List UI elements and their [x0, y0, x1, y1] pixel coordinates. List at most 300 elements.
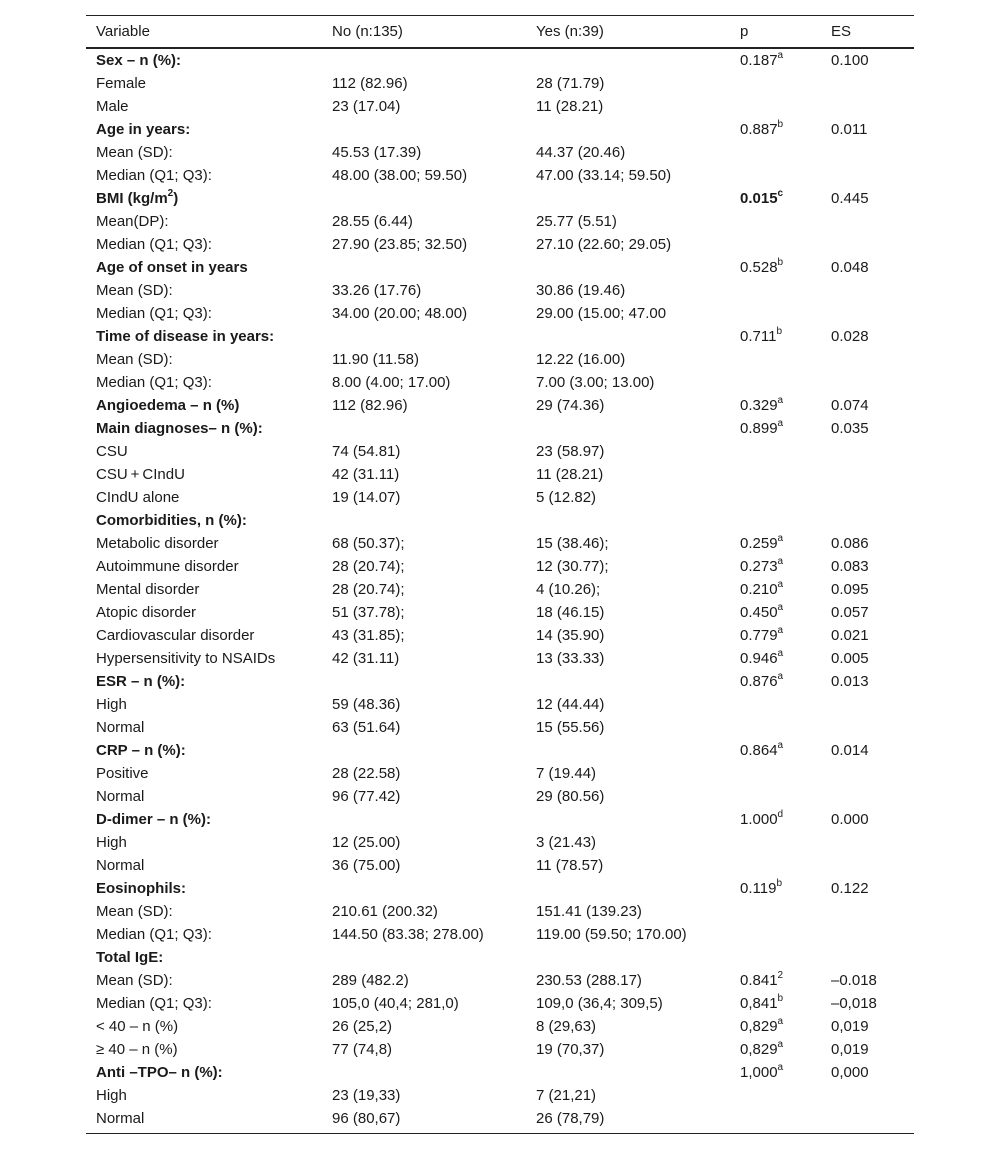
- p-value-cell: [730, 302, 821, 325]
- p-value-superscript: a: [777, 578, 784, 590]
- p-value-cell: [730, 1038, 821, 1061]
- variable-cell: [86, 647, 322, 670]
- yes-group-cell: 14 (35.90): [536, 626, 605, 644]
- p-value-cell: [730, 831, 821, 854]
- p-value-superscript: a: [777, 1038, 784, 1050]
- no-group-cell: 68 (50.37);: [332, 534, 405, 552]
- table-row: [86, 785, 914, 808]
- effect-size-cell: [821, 785, 914, 808]
- p-value-cell: [730, 417, 821, 440]
- yes-group-cell: 7 (19.44): [536, 764, 597, 782]
- table-section-row: [86, 48, 914, 72]
- no-group-cell: [322, 808, 526, 831]
- p-value-superscript: b: [777, 992, 784, 1004]
- effect-size-cell: [821, 486, 914, 509]
- p-value-superscript: a: [777, 601, 784, 613]
- variable-label: ≥ 40 – n (%): [96, 1040, 178, 1058]
- p-value: 1.000: [740, 810, 778, 828]
- no-group-cell: 63 (51.64): [332, 718, 401, 736]
- p-value-cell: [730, 1107, 821, 1134]
- no-group-cell: 27.90 (23.85; 32.50): [332, 235, 468, 253]
- variable-cell: [86, 95, 322, 118]
- variable-cell: [86, 463, 322, 486]
- p-value: 0.528: [740, 258, 778, 276]
- variable-label: Median (Q1; Q3):: [96, 925, 212, 943]
- variable-label: CSU: [96, 442, 128, 460]
- effect-size-cell: [821, 831, 914, 854]
- variable-label: Autoimmune disorder: [96, 557, 239, 575]
- yes-group-cell: 3 (21.43): [536, 833, 597, 851]
- yes-group-cell: 12.22 (16.00): [536, 350, 626, 368]
- variable-cell: [86, 624, 322, 647]
- variable-label: Mean (SD):: [96, 281, 173, 299]
- yes-group-cell: [526, 187, 730, 210]
- p-value: 0.887: [740, 120, 778, 138]
- yes-group-cell: 19 (70,37): [536, 1040, 605, 1058]
- p-value-cell: [730, 72, 821, 95]
- table-row: [86, 210, 914, 233]
- table-section-row: [86, 256, 914, 279]
- header-variable: Variable: [86, 16, 322, 48]
- p-value: 0.711: [740, 327, 777, 345]
- yes-group-cell: 119.00 (59.50; 170.00): [536, 925, 687, 943]
- yes-group-cell: 151.41 (139.23): [536, 902, 642, 920]
- effect-size-cell: 0.000: [831, 810, 869, 828]
- yes-group-cell: 23 (58.97): [536, 442, 605, 460]
- variable-cell: [86, 141, 322, 164]
- yes-group-cell: 44.37 (20.46): [536, 143, 626, 161]
- table-row: [86, 969, 914, 992]
- no-group-cell: 11.90 (11.58): [332, 350, 420, 368]
- p-value: 0.210: [740, 580, 778, 598]
- variable-cell: [86, 417, 322, 440]
- no-group-cell: 28 (20.74);: [332, 580, 405, 598]
- effect-size-cell: 0.035: [831, 419, 869, 437]
- p-value-cell: [730, 900, 821, 923]
- effect-size-cell: [821, 371, 914, 394]
- table-row: [86, 164, 914, 187]
- p-value-cell: [730, 946, 821, 969]
- yes-group-cell: 11 (78.57): [536, 856, 604, 874]
- variable-label: High: [96, 833, 127, 851]
- p-value-cell: [730, 325, 821, 348]
- p-value: 0.187: [740, 51, 778, 69]
- effect-size-cell: [821, 1107, 914, 1134]
- variable-cell: [86, 578, 322, 601]
- yes-group-cell: 5 (12.82): [536, 488, 597, 506]
- variable-cell: [86, 1084, 322, 1107]
- table-row: [86, 992, 914, 1015]
- yes-group-cell: [526, 739, 730, 762]
- p-value-cell: [730, 555, 821, 578]
- p-value-cell: [730, 463, 821, 486]
- no-group-cell: 112 (82.96): [332, 74, 408, 92]
- variable-cell: [86, 854, 322, 877]
- yes-group-cell: 28 (71.79): [536, 74, 605, 92]
- no-group-cell: 19 (14.07): [332, 488, 401, 506]
- effect-size-cell: [821, 716, 914, 739]
- p-value-superscript: a: [777, 670, 784, 682]
- p-value-superscript: b: [776, 325, 782, 337]
- table-section-row: [86, 808, 914, 831]
- yes-group-cell: [526, 808, 730, 831]
- table-section-row: [86, 394, 914, 417]
- variable-label: Age of onset in years: [96, 258, 248, 276]
- variable-label: Hypersensitivity to NSAIDs: [96, 649, 276, 667]
- variable-label-superscript: 2: [167, 187, 174, 199]
- variable-label: D-dimer – n (%):: [96, 810, 212, 828]
- yes-group-cell: 11 (28.21): [536, 465, 604, 483]
- p-value-cell: [730, 1084, 821, 1107]
- variable-label: Eosinophils:: [96, 879, 186, 897]
- p-value-superscript: a: [777, 647, 784, 659]
- table-row: [86, 1015, 914, 1038]
- p-value-cell: [730, 578, 821, 601]
- effect-size-cell: 0.028: [831, 327, 869, 345]
- effect-size-cell: [821, 854, 914, 877]
- variable-label: Positive: [96, 764, 149, 782]
- p-value-cell: [730, 693, 821, 716]
- table-row: [86, 486, 914, 509]
- variable-cell: [86, 48, 322, 72]
- no-group-cell: 96 (77.42): [332, 787, 401, 805]
- table-row: [86, 302, 914, 325]
- effect-size-cell: [821, 762, 914, 785]
- effect-size-cell: –0,018: [831, 994, 877, 1012]
- no-group-cell: 105,0 (40,4; 281,0): [332, 994, 459, 1012]
- no-group-cell: 12 (25.00): [332, 833, 401, 851]
- no-group-cell: [322, 946, 526, 969]
- variable-label: High: [96, 1086, 127, 1104]
- yes-group-cell: 13 (33.33): [536, 649, 605, 667]
- variable-label: ESR – n (%):: [96, 672, 186, 690]
- p-value: 0.946: [740, 649, 778, 667]
- no-group-cell: 77 (74,8): [332, 1040, 393, 1058]
- table-row: [86, 532, 914, 555]
- no-group-cell: [322, 670, 526, 693]
- table-row: [86, 95, 914, 118]
- yes-group-cell: 29.00 (15.00; 47.00: [536, 304, 667, 322]
- p-value-superscript: a: [777, 1061, 784, 1073]
- no-group-cell: [322, 739, 526, 762]
- p-value: 0.119: [740, 879, 777, 897]
- no-group-cell: 112 (82.96): [332, 396, 408, 414]
- yes-group-cell: [526, 325, 730, 348]
- effect-size-cell: [821, 463, 914, 486]
- variable-cell: [86, 118, 322, 141]
- table-body: [86, 48, 914, 1134]
- variable-label: Time of disease in years:: [96, 327, 275, 345]
- table-row: [86, 716, 914, 739]
- yes-group-cell: 15 (38.46);: [536, 534, 609, 552]
- p-value: 0.273: [740, 557, 778, 575]
- variable-label: Normal: [96, 787, 145, 805]
- effect-size-cell: 0.086: [831, 534, 869, 552]
- variable-cell: [86, 923, 322, 946]
- effect-size-cell: 0.013: [831, 672, 869, 690]
- p-value-cell: [730, 762, 821, 785]
- variable-label: Median (Q1; Q3):: [96, 304, 212, 322]
- table-row: [86, 601, 914, 624]
- no-group-cell: [322, 187, 526, 210]
- variable-label: Angioedema – n (%): [96, 396, 240, 414]
- yes-group-cell: 12 (44.44): [536, 695, 605, 713]
- p-value: 0.841: [740, 971, 778, 989]
- yes-group-cell: [526, 670, 730, 693]
- yes-group-cell: 4 (10.26);: [536, 580, 601, 598]
- p-value-cell: [730, 992, 821, 1015]
- p-value-cell: [730, 164, 821, 187]
- yes-group-cell: 30.86 (19.46): [536, 281, 626, 299]
- p-value-cell: [730, 210, 821, 233]
- p-value-cell: [730, 785, 821, 808]
- variable-cell: [86, 1038, 322, 1061]
- p-value-superscript: c: [777, 187, 784, 199]
- table-row: [86, 693, 914, 716]
- variable-label-suffix: ): [173, 189, 179, 207]
- header-yes-group: Yes (n:39): [526, 16, 730, 48]
- p-value-cell: [730, 187, 821, 210]
- effect-size-cell: 0.021: [831, 626, 869, 644]
- effect-size-cell: 0.100: [831, 51, 869, 69]
- p-value-cell: [730, 739, 821, 762]
- p-value-cell: [730, 1015, 821, 1038]
- effect-size-cell: [821, 233, 914, 256]
- table-row: [86, 923, 914, 946]
- p-value: 0.450: [740, 603, 778, 621]
- p-value-cell: [730, 509, 821, 532]
- yes-group-cell: 29 (74.36): [536, 396, 605, 414]
- effect-size-cell: 0.005: [831, 649, 869, 667]
- table-row: [86, 72, 914, 95]
- p-value-cell: [730, 670, 821, 693]
- p-value-cell: [730, 716, 821, 739]
- p-value-superscript: a: [777, 1015, 784, 1027]
- effect-size-cell: [821, 348, 914, 371]
- table-section-row: [86, 509, 914, 532]
- variable-cell: [86, 670, 322, 693]
- effect-size-cell: [821, 946, 914, 969]
- p-value: 0.779: [740, 626, 778, 644]
- variable-cell: [86, 900, 322, 923]
- table-row: [86, 578, 914, 601]
- yes-group-cell: 7.00 (3.00; 13.00): [536, 373, 655, 391]
- yes-group-cell: 15 (55.56): [536, 718, 605, 736]
- no-group-cell: 59 (48.36): [332, 695, 401, 713]
- variable-label: Age in years:: [96, 120, 191, 138]
- variable-label: Mean(DP):: [96, 212, 169, 230]
- no-group-cell: [322, 256, 526, 279]
- variable-cell: [86, 831, 322, 854]
- table-row: [86, 762, 914, 785]
- yes-group-cell: 47.00 (33.14; 59.50): [536, 166, 672, 184]
- variable-cell: [86, 969, 322, 992]
- p-value-cell: [730, 486, 821, 509]
- table-section-row: [86, 417, 914, 440]
- effect-size-cell: [821, 923, 914, 946]
- variable-label: Female: [96, 74, 147, 92]
- no-group-cell: 42 (31.11): [332, 649, 400, 667]
- p-value: 0.329: [740, 396, 778, 414]
- variable-cell: [86, 164, 322, 187]
- variable-label: Median (Q1; Q3):: [96, 235, 212, 253]
- variable-label: Sex – n (%):: [96, 51, 182, 69]
- effect-size-cell: 0,000: [831, 1063, 869, 1081]
- p-value: 0.259: [740, 534, 778, 552]
- no-group-cell: 28 (20.74);: [332, 557, 405, 575]
- table-row: [86, 348, 914, 371]
- table-row: [86, 1107, 914, 1134]
- table-section-row: [86, 670, 914, 693]
- p-value: 0.864: [740, 741, 778, 759]
- p-value-cell: [730, 371, 821, 394]
- table-row: [86, 440, 914, 463]
- no-group-cell: 23 (17.04): [332, 97, 401, 115]
- table-row: [86, 279, 914, 302]
- no-group-cell: [322, 48, 526, 72]
- table-section-row: [86, 877, 914, 900]
- variable-cell: [86, 992, 322, 1015]
- p-value-cell: [730, 48, 821, 72]
- effect-size-cell: 0.122: [831, 879, 869, 897]
- variable-label: Atopic disorder: [96, 603, 197, 621]
- effect-size-cell: [821, 900, 914, 923]
- variable-cell: [86, 187, 322, 210]
- effect-size-cell: 0.014: [831, 741, 869, 759]
- yes-group-cell: 8 (29,63): [536, 1017, 597, 1035]
- p-value-cell: [730, 118, 821, 141]
- variable-cell: [86, 716, 322, 739]
- table-row: [86, 463, 914, 486]
- yes-group-cell: 7 (21,21): [536, 1086, 597, 1104]
- effect-size-cell: [821, 1084, 914, 1107]
- variable-label: Cardiovascular disorder: [96, 626, 255, 644]
- table-row: [86, 1084, 914, 1107]
- effect-size-cell: 0.095: [831, 580, 869, 598]
- variable-cell: [86, 808, 322, 831]
- variable-label: Normal: [96, 856, 145, 874]
- variable-cell: [86, 279, 322, 302]
- table-row: [86, 624, 914, 647]
- variable-cell: [86, 1061, 322, 1084]
- yes-group-cell: 25.77 (5.51): [536, 212, 617, 230]
- yes-group-cell: 29 (80.56): [536, 787, 605, 805]
- variable-label: Anti –TPO– n (%):: [96, 1063, 223, 1081]
- p-value: 0,829: [740, 1040, 778, 1058]
- effect-size-cell: [821, 302, 914, 325]
- p-value-cell: [730, 601, 821, 624]
- p-value-cell: [730, 808, 821, 831]
- no-group-cell: 28 (22.58): [332, 764, 401, 782]
- table-row: [86, 854, 914, 877]
- no-group-cell: 8.00 (4.00; 17.00): [332, 373, 451, 391]
- no-group-cell: 33.26 (17.76): [332, 281, 422, 299]
- no-group-cell: 45.53 (17.39): [332, 143, 422, 161]
- variable-cell: [86, 785, 322, 808]
- variable-cell: [86, 509, 322, 532]
- variable-cell: [86, 601, 322, 624]
- p-value-cell: [730, 279, 821, 302]
- no-group-cell: 96 (80,67): [322, 1107, 526, 1134]
- p-value-superscript: a: [777, 49, 784, 61]
- variable-label: Male: [96, 97, 129, 115]
- effect-size-cell: [821, 693, 914, 716]
- variable-cell: [86, 877, 322, 900]
- p-value-cell: [730, 854, 821, 877]
- effect-size-cell: 0,019: [831, 1017, 869, 1035]
- effect-size-cell: 0,019: [831, 1040, 869, 1058]
- variable-label: Mental disorder: [96, 580, 200, 598]
- header-effect-size: ES: [821, 16, 914, 48]
- effect-size-cell: [821, 509, 914, 532]
- variable-label: BMI (kg/m: [96, 189, 168, 207]
- no-group-cell: 28.55 (6.44): [332, 212, 413, 230]
- no-group-cell: [322, 118, 526, 141]
- effect-size-cell: 0.048: [831, 258, 869, 276]
- p-value: 0.015: [740, 189, 778, 207]
- variable-cell: [86, 233, 322, 256]
- variable-cell: [86, 739, 322, 762]
- variable-cell: [86, 1015, 322, 1038]
- effect-size-cell: 0.011: [831, 120, 868, 138]
- yes-group-cell: [526, 1061, 730, 1084]
- yes-group-cell: 230.53 (288.17): [536, 971, 642, 989]
- table-row: [86, 647, 914, 670]
- effect-size-cell: –0.018: [831, 971, 877, 989]
- p-value-superscript: d: [777, 808, 784, 820]
- variable-cell: [86, 210, 322, 233]
- variable-label: CRP – n (%):: [96, 741, 186, 759]
- table-row: [86, 1038, 914, 1061]
- variable-cell: [86, 348, 322, 371]
- data-table: [86, 15, 914, 1134]
- no-group-cell: 23 (19,33): [332, 1086, 401, 1104]
- variable-cell: [86, 486, 322, 509]
- variable-label: Mean (SD):: [96, 350, 173, 368]
- p-value-cell: [730, 923, 821, 946]
- table-section-row: [86, 946, 914, 969]
- no-group-cell: [322, 509, 526, 532]
- no-group-cell: [322, 325, 526, 348]
- no-group-cell: 144.50 (83.38; 278.00): [332, 925, 484, 943]
- no-group-cell: 36 (75.00): [332, 856, 401, 874]
- variable-label: High: [96, 695, 127, 713]
- p-value-cell: [730, 95, 821, 118]
- variable-cell: [86, 394, 322, 417]
- header-no-group: No (n:135): [322, 16, 526, 48]
- yes-group-cell: 109,0 (36,4; 309,5): [536, 994, 663, 1012]
- table-row: [86, 555, 914, 578]
- p-value: 0,841: [740, 994, 778, 1012]
- effect-size-cell: [821, 164, 914, 187]
- no-group-cell: 74 (54.81): [332, 442, 401, 460]
- p-value-superscript: a: [777, 555, 784, 567]
- variable-label: Normal: [96, 718, 145, 736]
- variable-label: CSU + CIndU: [96, 465, 185, 483]
- variable-label: Metabolic disorder: [96, 534, 219, 552]
- no-group-cell: [322, 417, 526, 440]
- table-section-row: [86, 1061, 914, 1084]
- variable-cell: [86, 371, 322, 394]
- variable-cell: [86, 325, 322, 348]
- effect-size-cell: [821, 210, 914, 233]
- yes-group-cell: 11 (28.21): [536, 97, 604, 115]
- table-section-row: [86, 325, 914, 348]
- yes-group-cell: [526, 877, 730, 900]
- p-value-superscript: a: [777, 417, 784, 429]
- yes-group-cell: 26 (78,79): [526, 1107, 730, 1134]
- effect-size-cell: 0.057: [831, 603, 869, 621]
